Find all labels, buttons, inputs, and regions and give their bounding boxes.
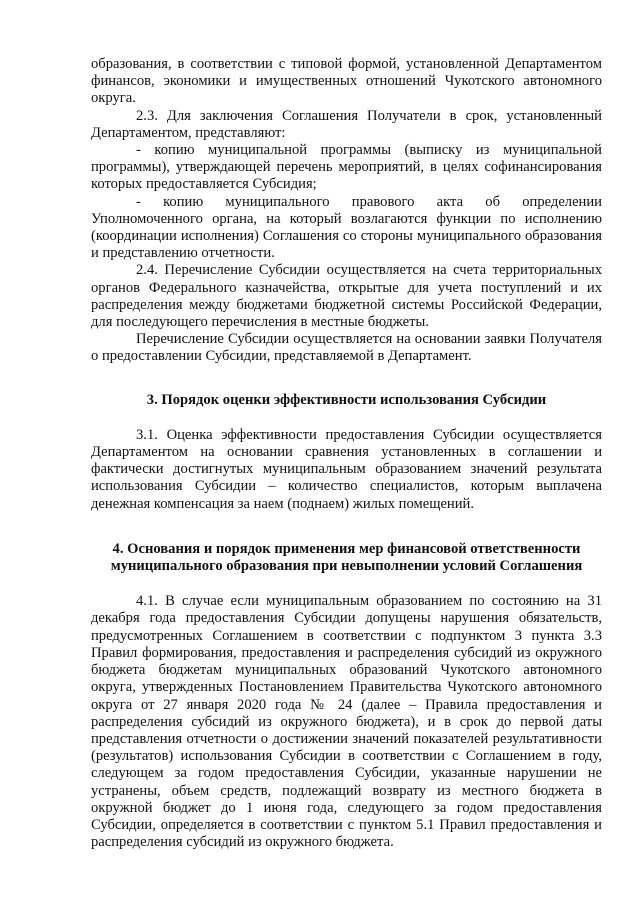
spacer bbox=[91, 409, 602, 427]
section-4-heading-line2: муниципального образования при невыполнении условий Соглашения bbox=[110, 558, 583, 575]
section-3-heading: 3. Порядок оценки эффективности использования Субсидии bbox=[146, 391, 547, 408]
spacer bbox=[91, 513, 602, 541]
paragraph-2-4-transfer: Перечисление Субсидии осуществляется на основании заявки Получателя о предоставлении Субсидии, представляемой в Департамент. bbox=[91, 331, 602, 365]
section-4-heading-line1: 4. Основания и порядок применения мер финансовой ответственности bbox=[112, 540, 581, 557]
paragraph-2-4: 2.4. Перечисление Субсидии осуществляется на счета территориальных органов Федерального казначейства, открытые для учета поступлений и их распределения между бюджетами бюджетной системы Российской Федерации, для последующего перечисления в местные бюджеты. bbox=[91, 262, 602, 331]
section-4-heading bbox=[91, 541, 602, 575]
paragraph-4-1: 4.1. В случае если муниципальным образованием по состоянию на 31 декабря года предоставления Субсидии допущены нарушения обязательств, предусмотренных Соглашением в соответствии с подпунктом 3 пункта 3.3 Правил формирования, предоставления и распределения субсидий из окружного бюджета бюджетам муниципальных образований Чукотского автономного округа, утвержденных Постановлением Правительства Чукотского автономного округа от 27 января 2020 года № 24 (далее – Правила предоставления и распределения субсидий из окружного бюджета), и в срок до первой даты представления отчетности о достижении значений показателей результативности (результатов) использования Субсидии в соответствии с Соглашением в году, следующем за годом предоставления Субсидии, указанные нарушении не устранены, объем средств, подлежащий возврату из местного бюджета в окружной бюджет до 1 июня года, следующего за годом предоставления Субсидии, определяется в соответствии с пунктом 5.1 Правил предоставления и распределения субсидий из окружного бюджета. bbox=[91, 593, 602, 851]
document-page bbox=[91, 56, 602, 851]
spacer bbox=[91, 366, 602, 392]
paragraph-continuation: образования, в соответствии с типовой формой, установленной Департаментом финансов, экономики и имущественных отношений Чукотского автономного округа. bbox=[91, 56, 602, 107]
spacer bbox=[91, 575, 602, 593]
paragraph-3-1: 3.1. Оценка эффективности предоставления Субсидии осуществляется Департаментом на основании сравнения установленных в соглашении и фактически достигнутых муниципальным образованием значений результата использования Субсидии – количество специалистов, которым выплачена денежная компенсация за наем (поднаем) жилых помещений. bbox=[91, 426, 602, 512]
paragraph-2-3: 2.3. Для заключения Соглашения Получатели в срок, установленный Департаментом, представляют: bbox=[91, 107, 602, 141]
list-item-legal-act-copy: - копию муниципального правового акта об определении Уполномоченного органа, на который возлагаются функции по исполнению (координации исполнения) Соглашения со стороны муниципального образования и представлению отчетности. bbox=[91, 193, 602, 262]
list-item-program-copy: - копию муниципальной программы (выписку из муниципальной программы), утверждающей перечень мероприятий, в целях софинансирования которых предоставляется Субсидия; bbox=[91, 142, 602, 193]
